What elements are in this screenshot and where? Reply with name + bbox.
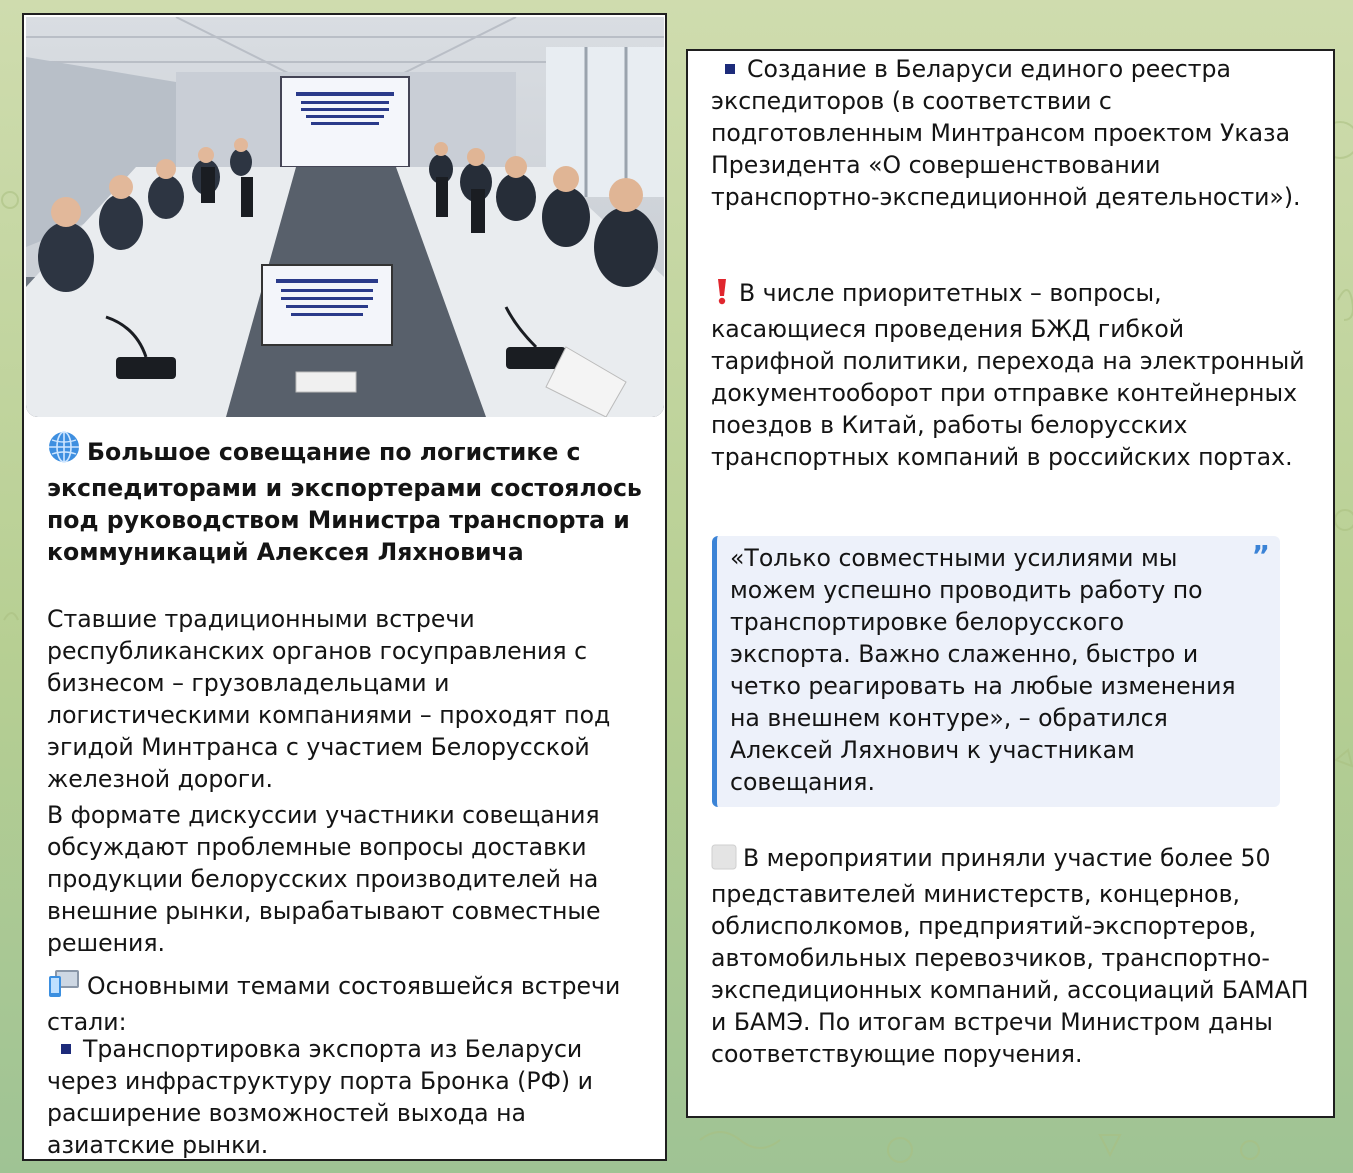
priority-paragraph [711, 277, 1315, 473]
meeting-photo-image [26, 17, 664, 417]
topic-item-2 [711, 53, 1315, 213]
topic-1-text: Транспортировка экспорта из Беларуси через инфраструктуру порта Бронка (РФ) и расширение возможностей выхода на азиатские рынки. [47, 1035, 593, 1159]
post-headline [47, 430, 647, 568]
bullet-icon [725, 64, 735, 74]
message-card-right [686, 49, 1335, 1118]
white-square-icon [711, 844, 737, 878]
meeting-photo[interactable] [26, 17, 664, 417]
quote-block [712, 536, 1280, 807]
participants-paragraph [711, 842, 1315, 1070]
topics-intro-text: Основными темами состоявшейся встречи стали: [47, 972, 621, 1036]
quote-text: «Только совместными усилиями мы можем успешно проводить работу по транспортировке белорусского экспорта. Важно слаженно, быстро и четко реагировать на любые изменения на внешнем контуре», – обратился Алексей Ляхнович к участникам совещания. [730, 544, 1236, 796]
devices-icon [47, 968, 81, 1006]
headline-text: Большое совещание по логистике с экспедиторами и экспортерами состоялось под руководством Министра транспорта и коммуникаций Алексея Ляхновича [47, 438, 642, 566]
topic-2-text: Создание в Беларуси единого реестра экспедиторов (в соответствии с подготовленным Минтрансом проектом Указа Президента «О совершенствовании транспортно-экспедиционной деятельности»). [711, 55, 1301, 211]
participants-text: В мероприятии приняли участие более 50 представителей министерств, концернов, облисполкомов, предприятий-экспортеров, автомобильных перевозчиков, транспортно-экспедиционных компаний, ассоциаций БАМАП и БАМЭ. По итогам встречи Министром даны соответствующие поручения. [711, 844, 1309, 1068]
bullet-icon [61, 1044, 71, 1054]
paragraph-intro: Ставшие традиционными встречи республиканских органов госуправления с бизнесом – грузовладельцами и логистическими компаниями – проходят под эгидой Минтранса с участием Белорусской железной дороги. [47, 605, 611, 793]
topics-intro [47, 968, 647, 1038]
exclamation-icon [711, 277, 733, 313]
message-card-left [22, 13, 667, 1161]
paragraph-discussion: В формате дискуссии участники совещания обсуждают проблемные вопросы доставки продукции белорусских производителей на внешние рынки, вырабатывают совместные решения. [47, 801, 601, 957]
priority-text: В числе приоритетных – вопросы, касающиеся проведения БЖД гибкой тарифной политики, перехода на электронный документооборот при отправке контейнерных поездов в Китай, работы белорусских транспортных компаний в российских портах. [711, 279, 1305, 471]
quote-mark-icon: ” [1251, 539, 1270, 572]
topic-item-1 [47, 1033, 647, 1161]
globe-icon [47, 430, 81, 472]
